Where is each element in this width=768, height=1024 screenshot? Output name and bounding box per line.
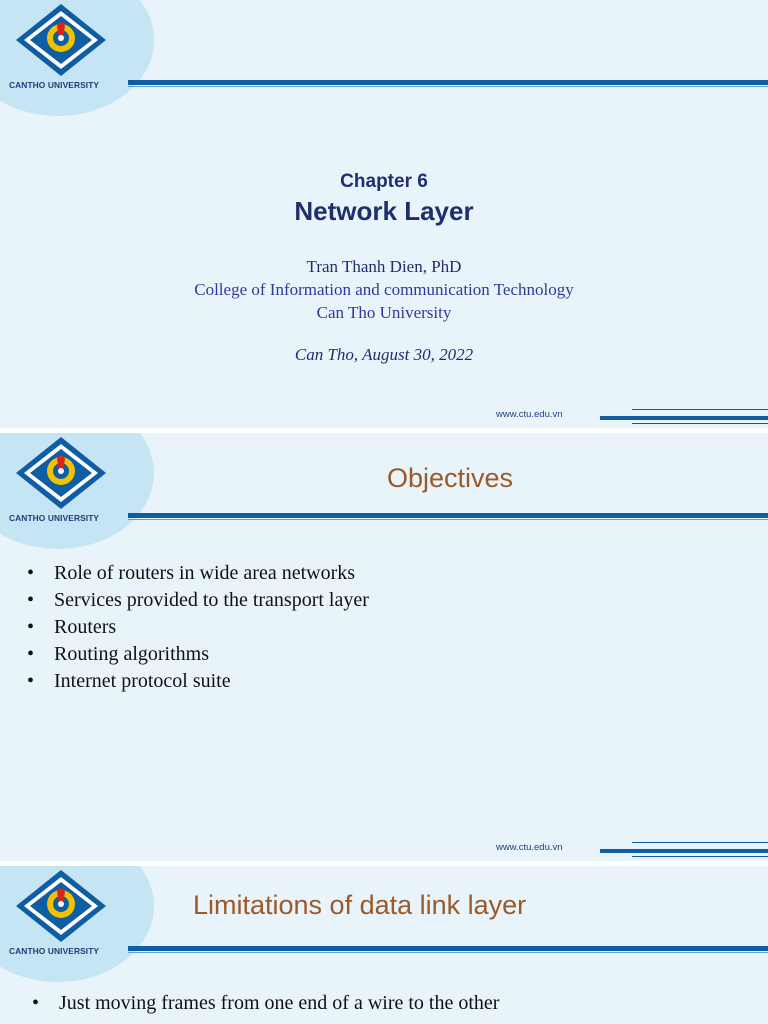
list-item: • Just moving frames from one end of a wire to the other [32,992,500,1014]
objectives-list [27,560,369,695]
university-logo-icon [14,2,108,78]
chapter-label: Chapter 6 [340,171,428,192]
header-band-thin [128,519,768,520]
header-band-thin [128,952,768,953]
website-url: www.ctu.edu.vn [496,842,563,853]
list-item: • Routers [27,616,117,638]
footer-band-top [632,842,768,843]
slide-heading: Limitations of data link layer [193,890,527,920]
footer-band-bottom [632,856,768,857]
presentation-date: Can Tho, August 30, 2022 [294,345,474,364]
slide-heading: Objectives [387,463,514,493]
author-name: Tran Thanh Dien, PhD [306,257,462,276]
header-band [128,80,768,85]
footer-band-top [632,409,768,410]
slide-limitations [0,866,768,1024]
header-band-thin [128,86,768,87]
university-name: CANTHO UNIVERSITY [9,80,100,90]
slide-title-page [0,0,768,428]
header-band [128,513,768,518]
list-item: • Services provided to the transport layer [27,589,369,611]
university-line: Can Tho University [316,303,452,322]
list-item: • Internet protocol suite [27,670,231,692]
limitations-list [32,990,499,1017]
footer-band-bottom [632,423,768,424]
list-item: • Routing algorithms [27,643,209,665]
university-logo-icon [14,435,108,511]
list-item: • Role of routers in wide area networks [27,562,356,584]
footer-band [600,416,768,420]
university-name: CANTHO UNIVERSITY [9,946,100,956]
university-logo-icon [14,868,108,944]
website-url: www.ctu.edu.vn [496,409,563,420]
footer-band [600,849,768,853]
header-band [128,946,768,951]
college-name: College of Information and communication Technology [194,280,574,299]
slide-main-title: Network Layer [294,196,474,226]
university-name: CANTHO UNIVERSITY [9,513,100,523]
slide-objectives [0,433,768,861]
